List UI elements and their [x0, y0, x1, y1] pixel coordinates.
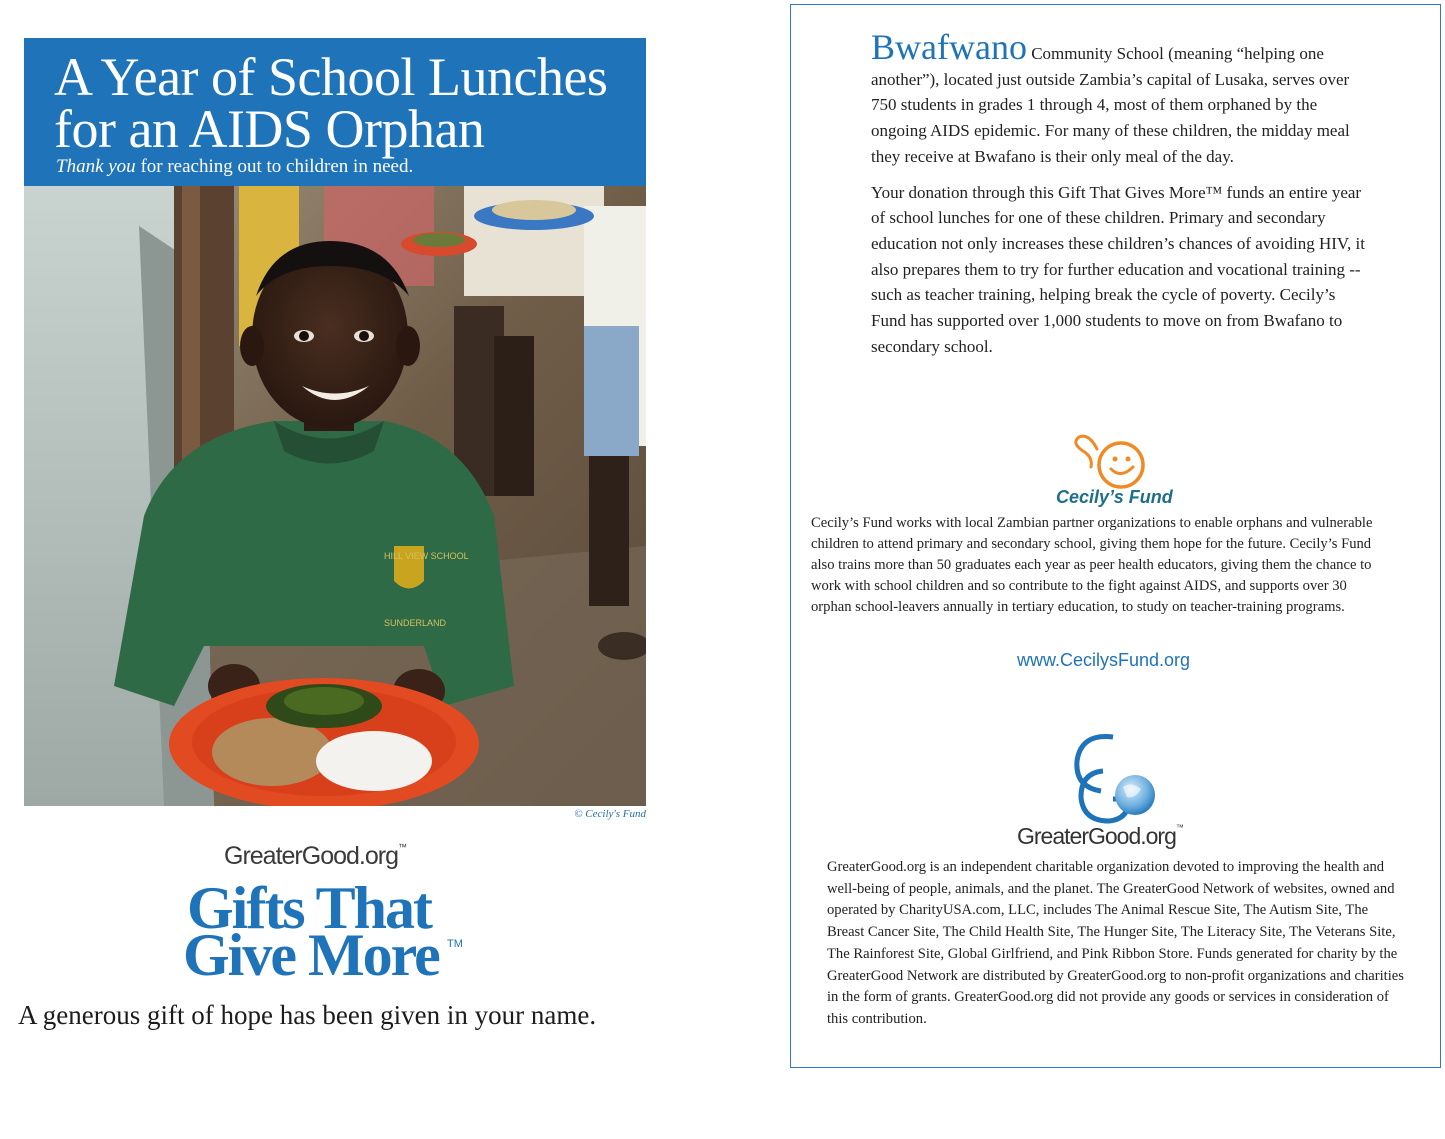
intro-text	[871, 27, 1371, 369]
greatergood-globe-logo-icon	[1051, 729, 1171, 825]
tagline: A generous gift of hope has been given in your name.	[18, 1000, 597, 1030]
child-with-lunch-photo	[24, 186, 646, 806]
photo-illustration	[24, 186, 646, 806]
cecilys-fund-url[interactable]: www.CecilysFund.org	[1017, 650, 1191, 670]
give-more-line: Give More	[183, 922, 439, 988]
front-panel	[0, 0, 700, 1139]
gifts-that-line: Gifts That	[187, 875, 431, 941]
title-line-2: for an AIDS Orphan	[54, 99, 485, 159]
greatergood-description: GreaterGood.org is an independent charitable organization devoted to improving the health and well-being of people, animals, and the planet. The GreaterGood Network of websites, owned and operated by CharityUSA.com, LLC, includes The Animal Rescue Site, The Autism Site, The Breast Cancer Site, The Child Health Site, The Hunger Site, The Literacy Site, The Veterans Site, The Rainforest Site, Global Girlfriend, and Pink Ribbon Store. Funds generated for charity by the GreaterGood Network are distributed by GreaterGood.org to non-profit organizations and charities in the form of grants. GreaterGood.org did not provide any goods or services in consideration of this contribution.	[827, 859, 1404, 1027]
intro-paragraph-1-text: Community School (meaning “helping one another”), located just outside Zambia’s capital of Lusaka, serves over 750 students in grades 1 through 4, most of them orphaned by the ongoing AIDS epidemic. For many of these children, the midday meal they receive at Bwafano is their only meal of the day.	[871, 44, 1350, 166]
title-banner	[24, 38, 646, 186]
trademark-mark: ™	[398, 842, 407, 852]
greatergood-wordmark	[1017, 823, 1184, 850]
greatergood-wordmark-text: GreaterGood.org	[224, 842, 398, 870]
cecilys-fund-description: Cecily’s Fund works with local Zambian partner organizations to enable orphans and vulnerable children to attend primary and secondary school, giving them hope for the future. Cecily’s Fund also trains more than 50 graduates each year as peer health educators, giving them the chance to work with school children and so contribute to the fight against AIDS, and supports over 30 orphan school-leavers annually in tertiary education, to study on teacher-training programs.	[811, 515, 1373, 615]
shirt-text-top: HILL VIEW SCHOOL	[384, 551, 469, 561]
greatergood-wordmark-small	[224, 842, 407, 871]
shirt-text-bottom: SUNDERLAND	[384, 618, 447, 628]
school-name: Bwafwano	[871, 27, 1027, 67]
photo-credit: © Cecily's Fund	[574, 808, 646, 820]
intro-paragraph-1	[871, 27, 1371, 170]
subtitle	[56, 156, 413, 178]
intro-paragraph-2: Your donation through this Gift That Gives More™ funds an entire year of school lunches for one of these children. Primary and secondary education not only increases these children’s chances of avoiding HIV, it also prepares them to try for further education and vocational training -- such as teacher training, helping break the cycle of poverty. Cecily’s Fund has supported over 1,000 students to move on from Bwafano to secondary school.	[871, 182, 1365, 356]
gifts-trademark: TM	[447, 938, 463, 950]
greatergood-name: GreaterGood.org	[1017, 823, 1176, 849]
subtitle-rest: for reaching out to children in need.	[135, 156, 414, 177]
back-panel	[790, 4, 1441, 1068]
cecilys-fund-name: Cecily’s Fund	[1056, 487, 1173, 507]
subtitle-emphasis: Thank you	[56, 156, 136, 177]
title-line-1: A Year of School Lunches	[54, 47, 608, 107]
greatergood-trademark: ™	[1175, 823, 1184, 832]
